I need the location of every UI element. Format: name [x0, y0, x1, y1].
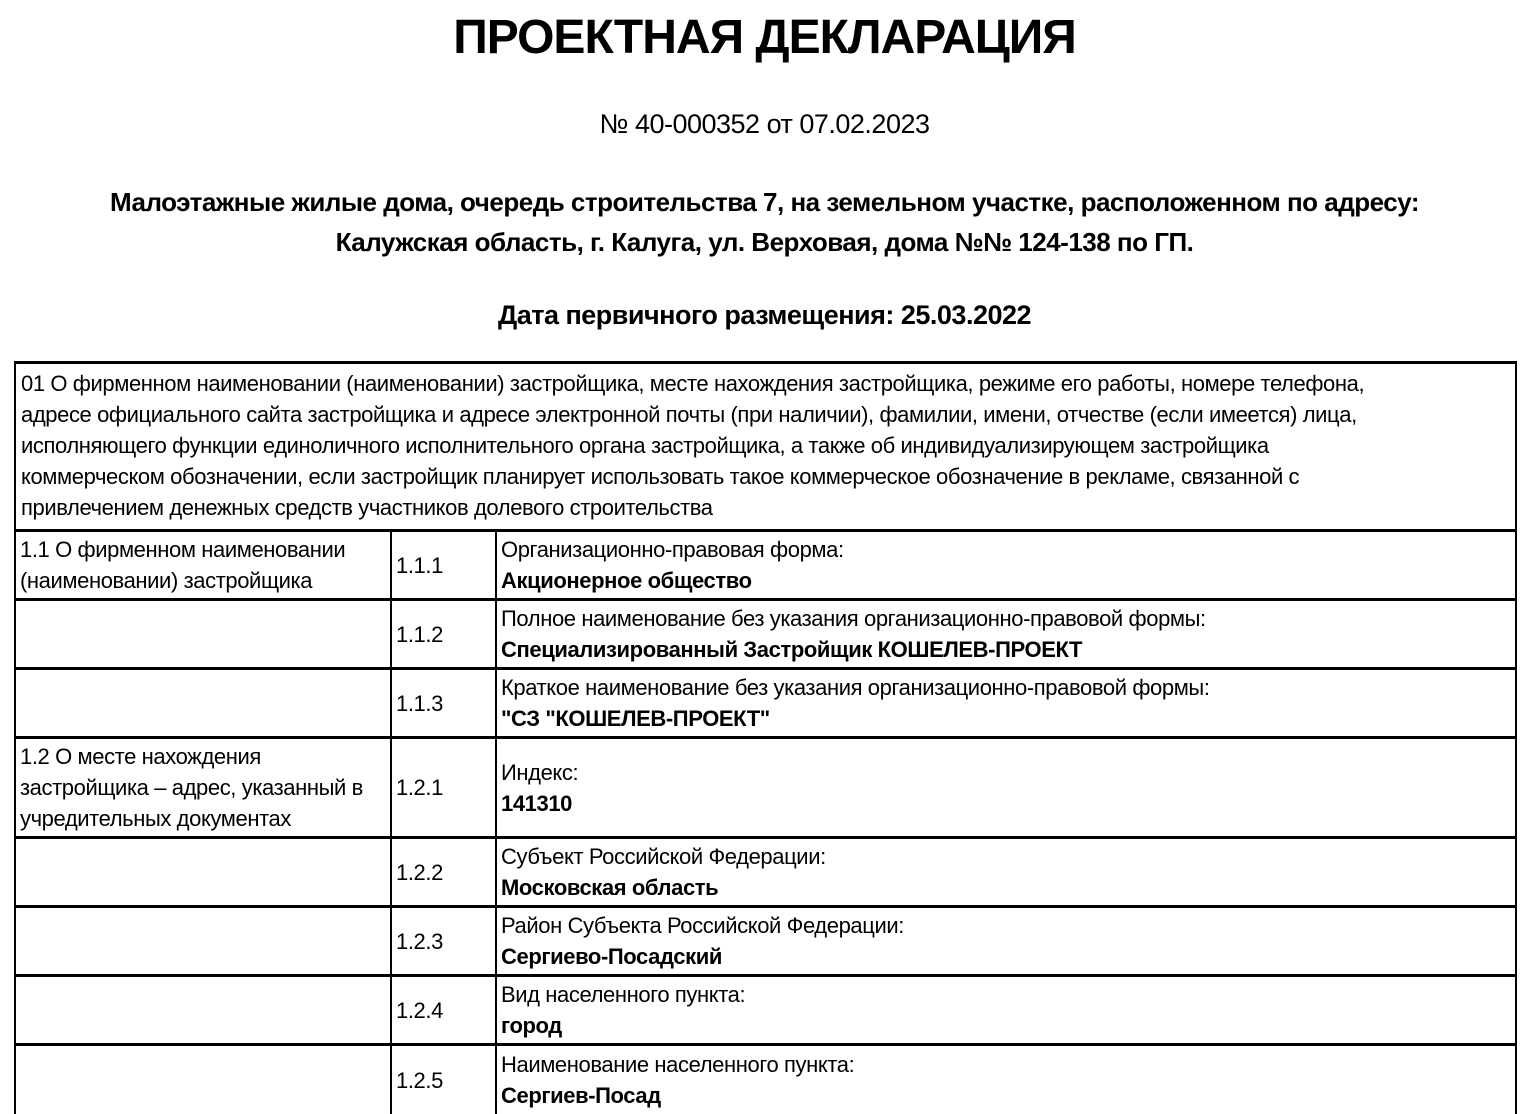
field-label: Район Субъекта Российской Федерации:	[501, 913, 904, 939]
section-title-cell	[15, 1045, 391, 1114]
field-value: Сергиево-Посадский	[501, 944, 722, 970]
document-page	[0, 10, 1529, 1109]
row-number-cell: 1.2.2	[391, 838, 496, 907]
row-number-cell: 1.2.1	[391, 738, 496, 838]
field-label: Краткое наименование без указания организационно-правовой формы:	[501, 675, 1210, 701]
field-value: Специализированный Застройщик КОШЕЛЕВ-ПРОЕКТ	[501, 637, 1083, 663]
field-value: город	[501, 1013, 562, 1039]
project-description-line1: Малоэтажные жилые дома, очередь строительства 7, на земельном участке, расположенном по адресу:	[110, 187, 1419, 218]
section-01-line: привлечением денежных средств участников долевого строительства	[21, 495, 713, 521]
row-content-cell	[496, 976, 1516, 1045]
field-value: Сергиев-Посад	[501, 1083, 661, 1109]
declaration-table	[14, 361, 1517, 1114]
section-title-cell	[15, 907, 391, 976]
table-row	[15, 669, 1516, 738]
section-title-cell	[15, 838, 391, 907]
row-content-cell	[496, 669, 1516, 738]
section-01-line: адресе официального сайта застройщика и адресе электронной почты (при наличии), фамилии, имени, отчестве (если имеется) лица,	[21, 402, 1357, 428]
first-placement-date: Дата первичного размещения: 25.03.2022	[497, 300, 1032, 331]
table-row	[15, 1045, 1516, 1114]
section-title-cell: 1.2 О месте нахождения застройщика – адрес, указанный в учредительных документах	[15, 738, 391, 838]
row-content-cell	[496, 738, 1516, 838]
row-number-cell: 1.1.3	[391, 669, 496, 738]
row-number-cell: 1.2.5	[391, 1045, 496, 1114]
row-content-cell	[496, 1045, 1516, 1114]
section-01-line: коммерческом обозначении, если застройщик планирует использовать такое коммерческое обозначение в рекламе, связанной с	[21, 464, 1300, 490]
field-label: Полное наименование без указания организационно-правовой формы:	[501, 606, 1206, 632]
field-value: 141310	[501, 790, 573, 816]
section-01-header-cell	[15, 363, 1516, 531]
row-number-cell: 1.1.2	[391, 600, 496, 669]
row-number-cell: 1.1.1	[391, 531, 496, 600]
section-01-line: исполняющего функции единоличного исполнительного органа застройщика, а также об индивидуализирующем застройщика	[21, 433, 1269, 459]
row-content-cell	[496, 531, 1516, 600]
table-row	[15, 907, 1516, 976]
field-label: Вид населенного пункта:	[501, 982, 746, 1008]
row-number-cell: 1.2.3	[391, 907, 496, 976]
section-title-cell	[15, 669, 391, 738]
field-value: Московская область	[501, 875, 719, 901]
section-title-cell	[15, 976, 391, 1045]
table-row	[15, 976, 1516, 1045]
field-value: Акционерное общество	[501, 568, 752, 594]
declaration-number: № 40-000352 от 07.02.2023	[599, 109, 930, 140]
section-01-line: 01 О фирменном наименовании (наименовании) застройщика, месте нахождения застройщика, режиме его работы, номере телефона,	[21, 371, 1365, 397]
field-value: "СЗ "КОШЕЛЕВ-ПРОЕКТ"	[501, 706, 770, 732]
page-title: ПРОЕКТНАЯ ДЕКЛАРАЦИЯ	[453, 11, 1076, 64]
field-label: Наименование населенного пункта:	[501, 1052, 855, 1078]
table-row	[15, 600, 1516, 669]
section-01-row	[15, 363, 1516, 531]
table-row	[15, 738, 1516, 838]
field-label: Субъект Российской Федерации:	[501, 844, 826, 870]
project-description	[0, 182, 1529, 262]
table-row	[15, 838, 1516, 907]
row-content-cell	[496, 907, 1516, 976]
section-title-cell	[15, 600, 391, 669]
field-label: Организационно-правовая форма:	[501, 537, 844, 563]
table-row	[15, 531, 1516, 600]
project-description-line2: Калужская область, г. Калуга, ул. Верховая, дома №№ 124-138 по ГП.	[335, 227, 1194, 258]
row-content-cell	[496, 838, 1516, 907]
field-label: Индекс:	[501, 759, 579, 785]
row-content-cell	[496, 600, 1516, 669]
row-number-cell: 1.2.4	[391, 976, 496, 1045]
section-title-cell: 1.1 О фирменном наименовании (наименовании) застройщика	[15, 531, 391, 600]
